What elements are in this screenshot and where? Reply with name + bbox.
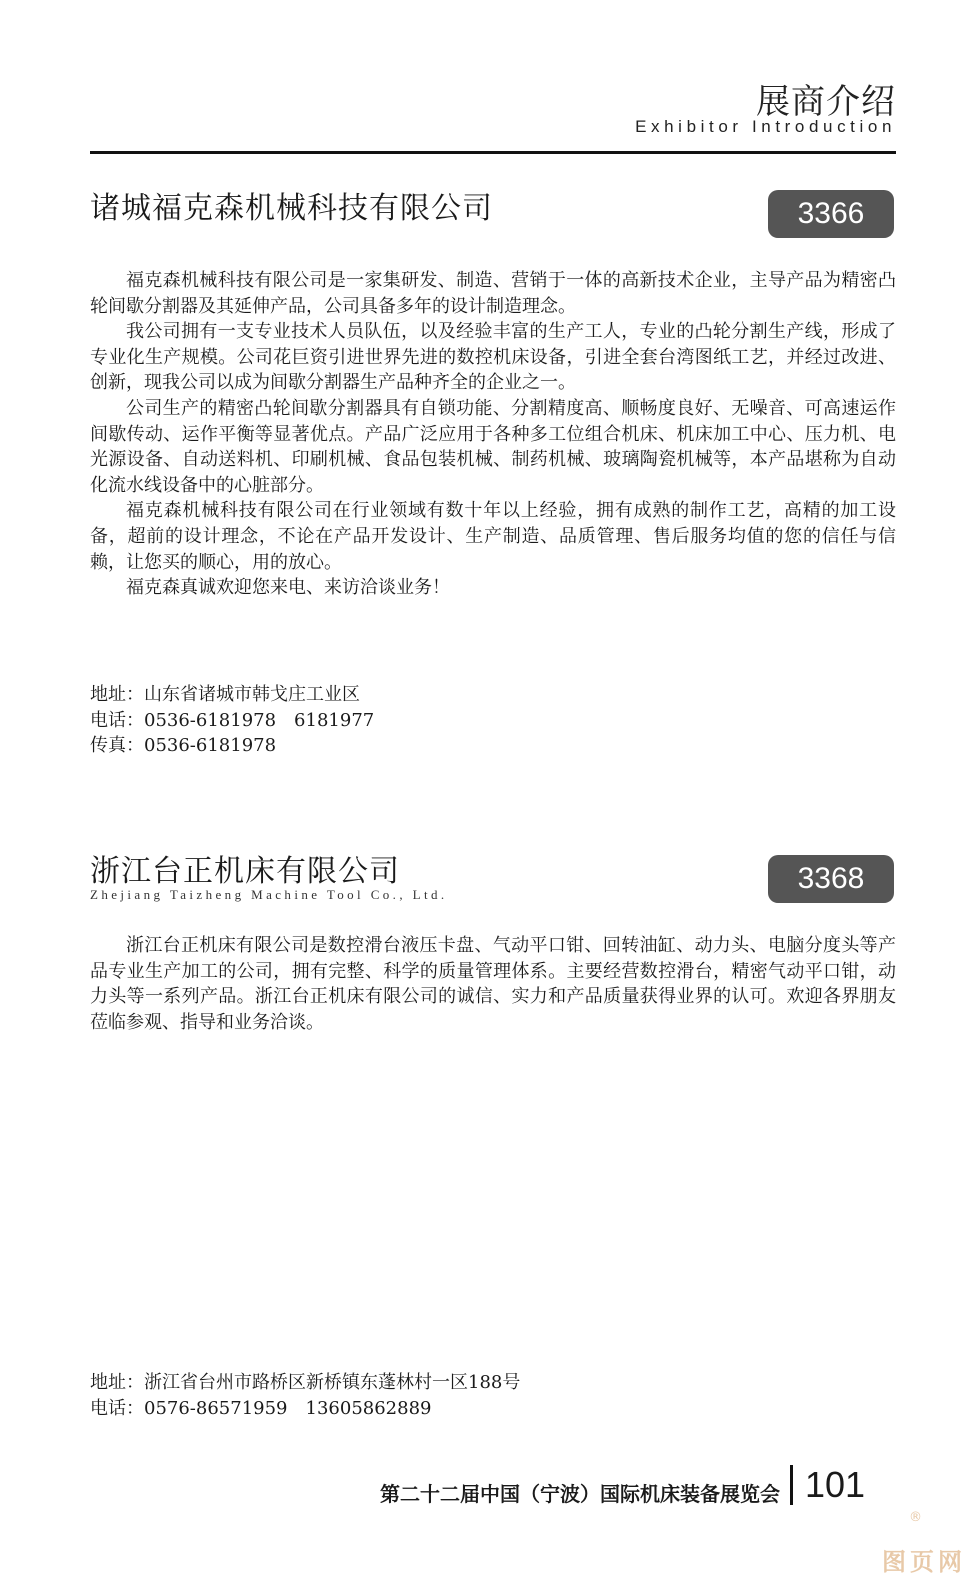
booth-number-badge: 3368 bbox=[768, 855, 894, 903]
section-title: 展商介绍 bbox=[756, 82, 896, 122]
description-paragraph: 福克森真诚欢迎您来电、来访洽谈业务！ bbox=[126, 577, 450, 599]
description-paragraph: 福克森机械科技有限公司在行业领域有数十年以上经验，拥有成熟的制作工艺，高精的加工设备，超前的设计理念，不论在产品开发设计、生产制造、品质管理、售后服务均值的您的信任与信赖，让您买的顺心，用的放心。 bbox=[90, 500, 896, 573]
address-line: 地址：山东省诸城市韩戈庄工业区 bbox=[90, 684, 360, 705]
watermark-registered-mark: ® bbox=[909, 1510, 922, 1525]
description-paragraph: 浙江台正机床有限公司是数控滑台液压卡盘、气动平口钳、回转油缸、动力头、电脑分度头等产品专业生产加工的公司，拥有完整、科学的质量管理体系。主要经营数控滑台，精密气动平口钳，动力头等一系列产品。浙江台正机床有限公司的诚信、实力和产品质量获得业界的认可。欢迎各界朋友莅临参观、指导和业务洽谈。 bbox=[90, 935, 896, 1033]
description-paragraph: 福克森机械科技有限公司是一家集研发、制造、营销于一体的高新技术企业，主导产品为精密凸轮间歇分割器及其延伸产品，公司具备多年的设计制造理念。 bbox=[90, 270, 896, 317]
company-english-name: Zhejiang Taizheng Machine Tool Co., Ltd. bbox=[90, 887, 448, 902]
contact-block bbox=[90, 1370, 520, 1421]
company-name: 浙江台正机床有限公司 bbox=[90, 854, 400, 889]
company-description bbox=[90, 933, 896, 1035]
phone-line: 电话：0536-6181978 6181977 bbox=[90, 709, 375, 731]
page-number: 101 bbox=[805, 1464, 866, 1505]
address-line: 地址：浙江省台州市路桥区新桥镇东蓬林村一区188号 bbox=[90, 1372, 521, 1393]
booth-number-badge: 3366 bbox=[768, 190, 894, 238]
page-footer bbox=[380, 1465, 865, 1505]
company-name: 诸城福克森机械科技有限公司 bbox=[90, 191, 493, 226]
company-description bbox=[90, 268, 896, 601]
contact-block bbox=[90, 682, 374, 759]
description-paragraph: 我公司拥有一支专业技术人员队伍，以及经验丰富的生产工人，专业的凸轮分割生产线，形成了专业化生产规模。公司花巨资引进世界先进的数控机床设备，引进全套台湾图纸工艺，并经过改进、创新，现我公司以成为间歇分割器生产品种齐全的企业之一。 bbox=[90, 321, 896, 394]
footer-divider bbox=[790, 1465, 793, 1505]
fax-line: 传真：0536-6181978 bbox=[90, 735, 277, 757]
description-paragraph: 公司生产的精密凸轮间歇分割器具有自锁功能、分割精度高、顺畅度良好、无噪音、可高速运作间歇传动、运作平衡等显著优点。产品广泛应用于各种多工位组合机床、机床加工中心、压力机、电光源设备、自动送料机、印刷机械、食品包装机械、制药机械、玻璃陶瓷机械等，本产品堪称为自动化流水线设备中的心脏部分。 bbox=[90, 397, 896, 496]
watermark-logo: 图页网 bbox=[882, 1548, 966, 1576]
phone-line: 电话：0576-86571959 13605862889 bbox=[90, 1397, 432, 1419]
event-name: 第二十二届中国（宁波）国际机床装备展览会 bbox=[380, 1481, 780, 1506]
header-divider bbox=[90, 151, 896, 154]
section-subtitle: Exhibitor Introduction bbox=[635, 117, 896, 136]
